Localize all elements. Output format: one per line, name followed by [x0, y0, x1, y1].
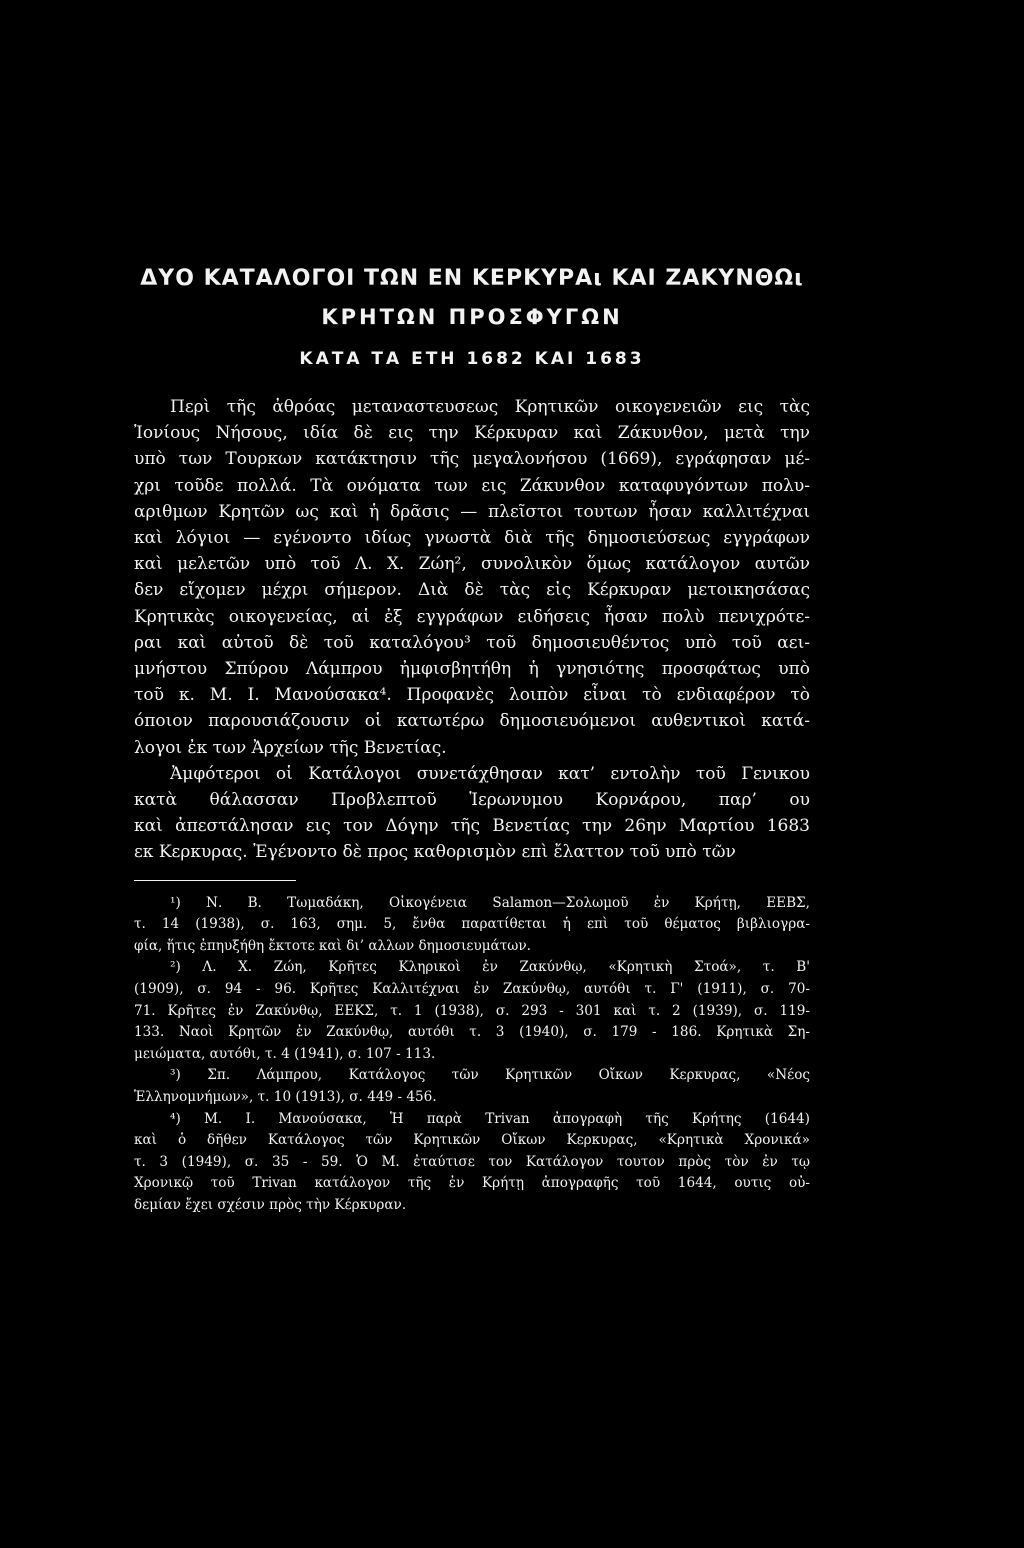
body-line: ραι καὶ αὐτοῦ δὲ τοῦ καταλόγου³ τοῦ δημοσιευθέντος υπὸ τοῦ αει- [134, 632, 810, 653]
footnote-line: ⁴) Μ. Ι. Μανούσακα, Ἡ παρὰ Trivan ἀπογραφὴ τῆς Κρήτης (1644) [170, 1110, 810, 1127]
body-line: Κρητικὰς οικογενείας, αἱ ἐξ εγγράφων ειδήσεις ἦσαν πολὺ πενιχρότε- [134, 606, 810, 627]
footnote-line: φία, ἥτις ἐπηυξήθη ἔκτοτε καὶ δι’ αλλων δημοσιευμάτων. [134, 937, 531, 954]
body-line: καὶ λόγιοι — εγένοντο ιδίως γνωστὰ διὰ τῆς δημοσιεύσεως εγγράφων [134, 528, 810, 549]
footnote-line: Χρονικῷ τοῦ Trivan κατάλογον τῆς ἐν Κρήτῃ ἀπογραφῆς τοῦ 1644, ουτις οὐ- [134, 1175, 810, 1192]
body-line: καὶ ἀπεστάλησαν εις τον Δόγην τῆς Βενετίας την 26ην Μαρτίου 1683 [134, 816, 810, 837]
body-line: υπὸ των Τουρκων κατάκτησιν τῆς μεγαλονήσου (1669), εγράφησαν μέ- [134, 449, 810, 470]
body-line: Ἰονίους Νήσους, ιδία δὲ εις την Κέρκυραν καὶ Ζάκυνθον, μετὰ την [134, 423, 810, 444]
footnotes [134, 893, 810, 1217]
footnote-line: τ. 3 (1949), σ. 35 - 59. Ὁ Μ. ἐταύτισε τον Κατάλογον τουτον πρὸς τὸν ἐν τῳ [134, 1153, 810, 1170]
footnote-line: καὶ ὁ δῆθεν Κατάλογος τῶν Κρητικῶν Οἴκων Κερκυρας, «Κρητικὰ Χρονικά» [134, 1132, 810, 1149]
body-line: λογοι ἐκ των Ἀρχείων τῆς Βενετίας. [134, 737, 447, 758]
title-line-2: ΚΡΗΤΩΝ ΠΡΟΣΦΥΓΩΝ [321, 305, 623, 329]
footnote-line: ¹) Ν. Β. Τωμαδάκη, Οἰκογένεια Salamon—Σολωμοῦ ἐν Κρήτῃ, ΕΕΒΣ, [170, 894, 810, 911]
footnote-line: ³) Σπ. Λάμπρου, Κατάλογος τῶν Κρητικῶν Οἴκων Κερκυρας, «Νέος [170, 1067, 810, 1084]
body-line: Ἀμφότεροι οἱ Κατάλογοι συνετάχθησαν κατ’ εντολὴν τοῦ Γενικου [170, 763, 810, 784]
title-line-3: ΚΑΤΑ ΤΑ ΕΤΗ 1682 ΚΑΙ 1683 [299, 349, 645, 369]
body-line: αριθμων Κρητῶν ως καὶ ἡ δρᾶσις — πλεῖστοι τουτων ἦσαν καλλιτέχναι [134, 501, 810, 522]
body-line: τοῦ κ. Μ. Ι. Μανούσακα⁴. Προφανὲς λοιπὸν εἶναι τὸ ενδιαφέρον τὸ [134, 685, 810, 706]
body-line: δεν εἴχομεν μέχρι σήμερον. Διὰ δὲ τὰς εἰς Κέρκυραν μετοικησάσας [134, 580, 810, 601]
footnote-line: ²) Λ. Χ. Ζώη, Κρῆτες Κληρικοὶ ἐν Ζακύνθῳ, «Κρητικὴ Στοά», τ. Β' [170, 959, 810, 976]
footnote-line: τ. 14 (1938), σ. 163, σημ. 5, ἔνθα παρατίθεται ἡ επὶ τοῦ θέματος βιβλιογρα- [134, 916, 810, 933]
document-page [134, 262, 810, 1217]
body-line: χρι τοῦδε πολλά. Τὰ ονόματα των εις Ζάκυνθον καταφυγόντων πολυ- [134, 475, 810, 496]
footnote-line: 71. Κρῆτες ἐν Ζακύνθῳ, ΕΕΚΣ, τ. 1 (1938), σ. 293 - 301 καὶ τ. 2 (1939), σ. 119- [134, 1002, 810, 1019]
title-line-1: ΔΥΟ ΚΑΤΑΛΟΓΟΙ ΤΩΝ ΕΝ ΚΕΡΚΥΡΑι ΚΑΙ ΖΑΚΥΝΘΩι [140, 266, 804, 291]
footnote-line: 133. Ναοὶ Κρητῶν ἐν Ζακύνθῳ, αυτόθι τ. 3 (1940), σ. 179 - 186. Κρητικὰ Ση- [134, 1024, 810, 1041]
body-text [134, 394, 810, 866]
footnote-line: μειώματα, αυτόθι, τ. 4 (1941), σ. 107 - 113. [134, 1045, 436, 1062]
footnote-line: (1909), σ. 94 - 96. Κρῆτες Καλλιτέχναι ἐν Ζακύνθῳ, αυτόθι τ. Γ' (1911), σ. 70- [134, 981, 810, 998]
body-line: καὶ μελετῶν υπὸ τοῦ Λ. Χ. Ζώη², συνολικὸν ὅμως κατάλογον αυτῶν [134, 554, 810, 575]
body-line: εκ Κερκυρας. Ἐγένοντο δὲ προς καθορισμὸν επὶ ἔλαττον τοῦ υπὸ τῶν [134, 842, 736, 863]
body-line: όποιον παρουσιάζουσιν οἱ κατωτέρω δημοσιευόμενοι αυθεντικοὶ κατά- [134, 711, 810, 732]
footnote-line: δεμίαν ἔχει σχέσιν πρὸς τὴν Κέρκυραν. [134, 1196, 407, 1213]
footnote-line: Ἑλληνομνήμων», τ. 10 (1913), σ. 449 - 456. [134, 1089, 437, 1105]
footnote-divider [134, 880, 296, 881]
body-line: κατὰ θάλασσαν Προβλεπτοῦ Ἱερωνυμου Κορνάρου, παρ’ ου [134, 790, 810, 811]
body-line: μνήστου Σπύρου Λάμπρου ἠμφισβητήθη ἡ γνησιότης προσφάτως υπὸ [134, 659, 810, 680]
body-line: Περὶ τῆς ἀθρόας μεταναστευσεως Κρητικῶν οικογενειῶν εις τὰς [170, 397, 810, 417]
